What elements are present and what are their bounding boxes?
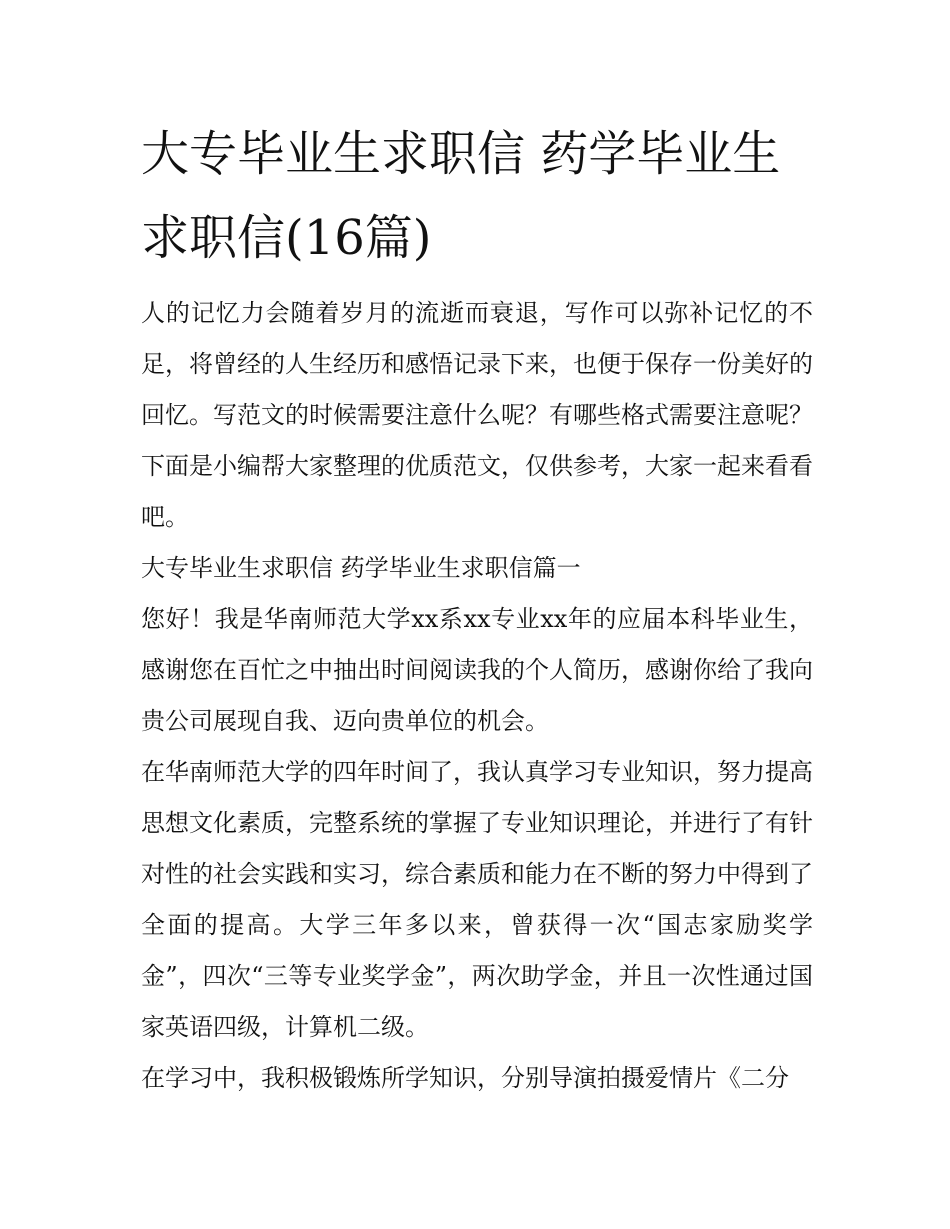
section-heading: 大专毕业生求职信 药学毕业生求职信篇一: [141, 554, 581, 582]
greeting-paragraph: 您好！我是华南师范大学xx系xx专业xx年的应届本科毕业生，感谢您在百忙之中抽出时间阅读我的个人简历，感谢你给了我向贵公司展现自我、迈向贵单位的机会。: [141, 605, 813, 735]
study-paragraph: 在华南师范大学的四年时间了，我认真学习专业知识，努力提高思想文化素质，完整系统的掌握了专业知识理论，并进行了有针对性的社会实践和实习，综合素质和能力在不断的努力中得到了全面的提高。大学三年多以来，曾获得一次“国志家励奖学金”，四次“三等专业奖学金”，两次助学金，并且一次性通过国家英语四级，计算机二级。: [141, 758, 813, 1041]
document-page: [141, 112, 813, 1104]
practice-paragraph: 在学习中，我积极锻炼所学知识，分别导演拍摄爱情片《二分: [141, 1064, 789, 1092]
intro-paragraph: 人的记忆力会随着岁月的流逝而衰退，写作可以弥补记忆的不足，将曾经的人生经历和感悟记录下来，也便于保存一份美好的回忆。写范文的时候需要注意什么呢？有哪些格式需要注意呢？下面是小编帮大家整理的优质范文，仅供参考，大家一起来看看吧。: [141, 299, 813, 531]
document-title: 大专毕业生求职信 药学毕业生求职信(16篇): [141, 126, 781, 266]
